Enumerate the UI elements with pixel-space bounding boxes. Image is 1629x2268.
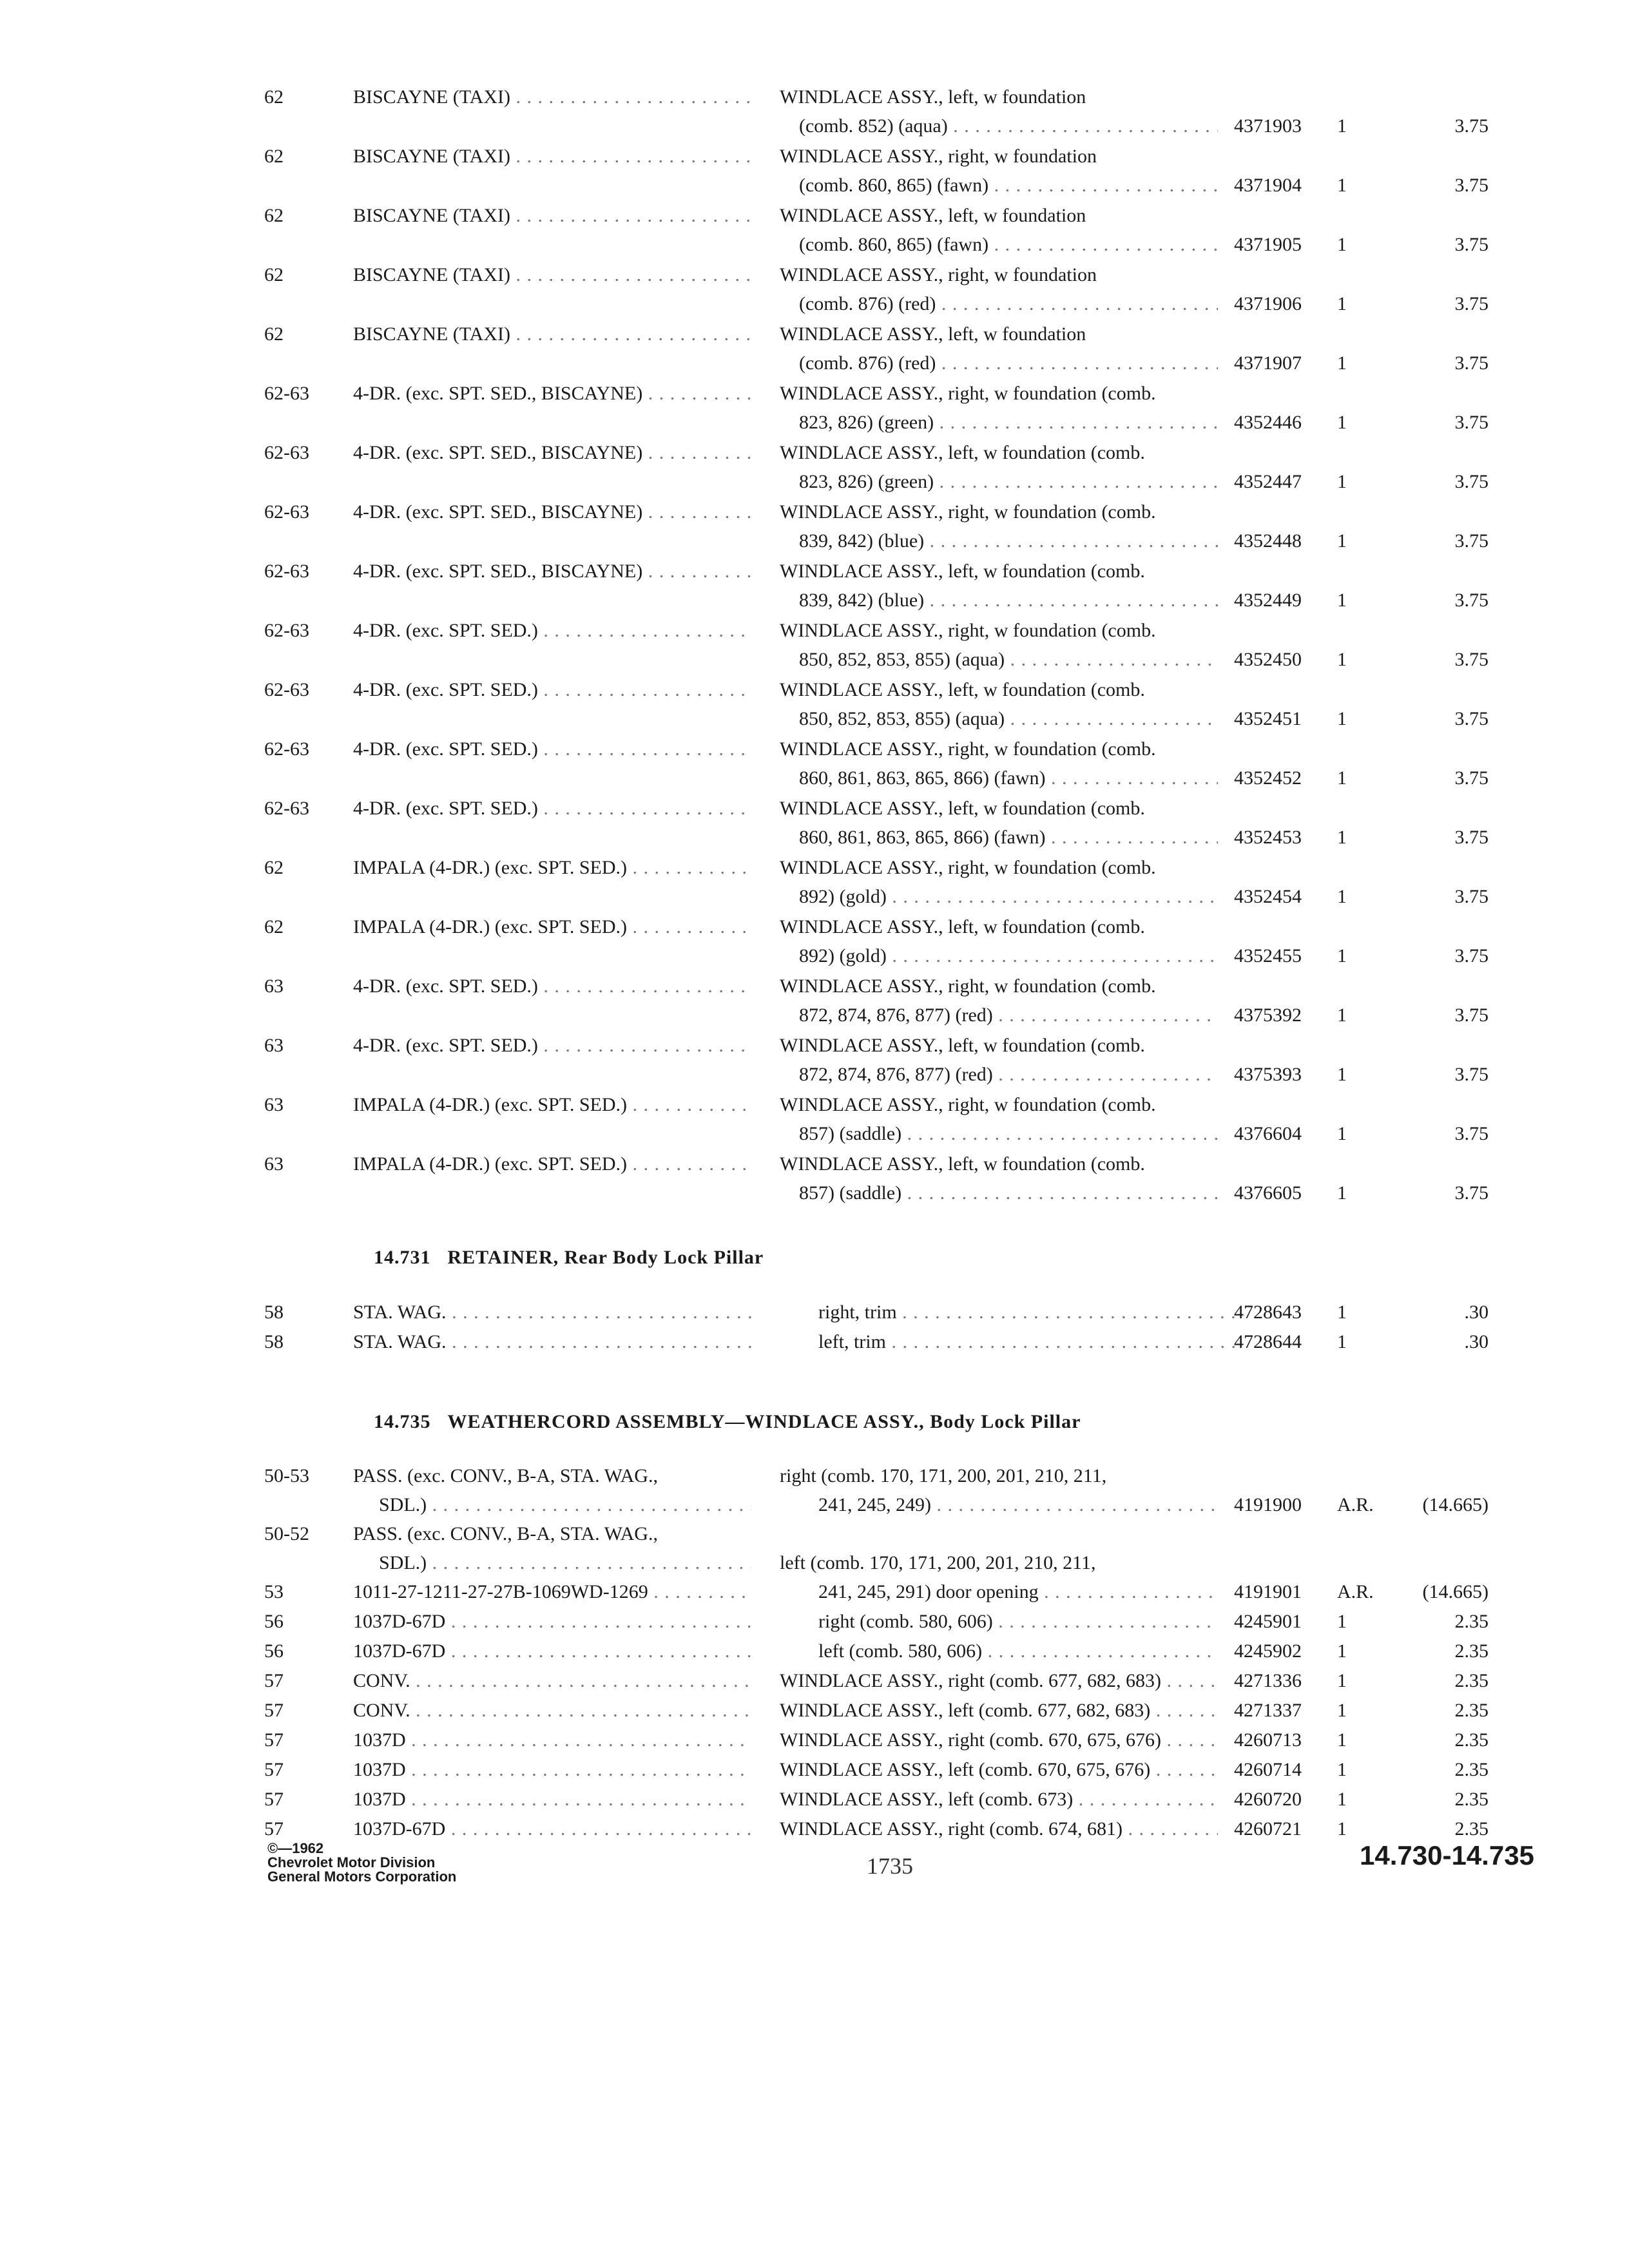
table-row: [264, 557, 1489, 616]
description-cell: [780, 1814, 1218, 1843]
description-cell: [780, 1461, 1218, 1519]
description-line: left (comb. 580, 606) . . .: [780, 1637, 1218, 1666]
table-row: [264, 1666, 1489, 1696]
price-cell: 3.75: [1454, 945, 1489, 966]
model-cell: 1037D-67D . . .: [353, 1814, 751, 1843]
description-line-2: 850, 852, 853, 855) (aqua) . . .: [780, 645, 1218, 674]
quantity-cell: 1: [1337, 827, 1347, 848]
model-cell: BISCAYNE (TAXI) . . .: [353, 201, 751, 230]
description-line-1: WINDLACE ASSY., left, w foundation: [780, 86, 1086, 108]
description-line-1: WINDLACE ASSY., right, w foundation (comb.: [780, 620, 1156, 641]
table-row: [264, 1031, 1489, 1090]
price-cell: 3.75: [1454, 1182, 1489, 1204]
description-cell: [780, 1519, 1218, 1573]
model-cell: BISCAYNE (TAXI) . . .: [353, 142, 751, 171]
part-number-cell: 4271336: [1234, 1670, 1302, 1691]
price-cell: 3.75: [1454, 708, 1489, 729]
model-cell: 1037D . . .: [353, 1785, 751, 1814]
quantity-cell: 1: [1337, 471, 1347, 492]
description-cell: [780, 320, 1218, 378]
table-row: [264, 379, 1489, 438]
description-line-2: 892) (gold) . . .: [780, 882, 1218, 911]
quantity-cell: 1: [1337, 1004, 1347, 1026]
description-line: WINDLACE ASSY., right (comb. 677, 682, 683) . . .: [780, 1666, 1218, 1695]
quantity-cell: 1: [1337, 1611, 1347, 1632]
table-row: [264, 1725, 1489, 1755]
table-row: [264, 735, 1489, 794]
description-line: WINDLACE ASSY., left (comb. 673) . . .: [780, 1785, 1218, 1814]
description-line-2: 872, 874, 876, 877) (red) . . .: [780, 1060, 1218, 1089]
model-line-1: PASS. (exc. CONV., B-A, STA. WAG.,: [353, 1465, 658, 1486]
description-line-1: WINDLACE ASSY., left, w foundation (comb.: [780, 442, 1145, 463]
part-number-cell: 4352453: [1234, 827, 1302, 848]
part-number-cell: 4352446: [1234, 412, 1302, 433]
table-row: [264, 1696, 1489, 1725]
quantity-cell: 1: [1337, 530, 1347, 552]
year-cell: 62: [264, 205, 284, 226]
year-cell: 57: [264, 1818, 284, 1840]
description-line-2: 857) (saddle) . . .: [780, 1178, 1218, 1207]
section-14-731-table: [264, 1298, 1489, 1357]
price-cell: 3.75: [1454, 1123, 1489, 1144]
description-cell: [780, 379, 1218, 437]
year-cell: 57: [264, 1789, 284, 1810]
description-line-2: 241, 245, 249) . . .: [780, 1490, 1218, 1519]
year-cell: 63: [264, 975, 284, 997]
description-cell: [780, 1577, 1218, 1606]
description-line-2: (comb. 860, 865) (fawn) . . .: [780, 171, 1218, 200]
description-line: right (comb. 580, 606) . . .: [780, 1607, 1218, 1636]
description-cell: [780, 1298, 1218, 1327]
section-14-730-table: [264, 82, 1489, 1209]
description-line-1: WINDLACE ASSY., left, w foundation (comb.: [780, 679, 1145, 700]
year-cell: 62-63: [264, 679, 309, 700]
price-cell: 2.35: [1454, 1611, 1489, 1632]
part-number-cell: 4260721: [1234, 1818, 1302, 1840]
model-cell: 1037D . . .: [353, 1725, 751, 1754]
model-line-2: SDL.) . . .: [353, 1490, 751, 1519]
description-line-2: 839, 842) (blue) . . .: [780, 526, 1218, 555]
year-cell: 50-53: [264, 1465, 309, 1486]
table-row: [264, 1637, 1489, 1666]
price-cell: 3.75: [1454, 175, 1489, 196]
model-cell: CONV. . . .: [353, 1696, 751, 1725]
description-cell: [780, 1755, 1218, 1784]
price-cell: 3.75: [1454, 115, 1489, 137]
price-cell: 3.75: [1454, 352, 1489, 374]
table-row: [264, 1785, 1489, 1814]
part-number-cell: 4371906: [1234, 293, 1302, 314]
model-cell: 4-DR. (exc. SPT. SED.) . . .: [353, 675, 751, 704]
part-number-cell: 4371903: [1234, 115, 1302, 137]
description-line: WINDLACE ASSY., right (comb. 670, 675, 676) . . .: [780, 1725, 1218, 1754]
description-cell: [780, 82, 1218, 140]
section-number: 14.735: [374, 1411, 431, 1432]
description-line-1: WINDLACE ASSY., left, w foundation: [780, 205, 1086, 226]
description-cell: [780, 794, 1218, 852]
part-number-cell: 4352455: [1234, 945, 1302, 966]
year-cell: 62: [264, 146, 284, 167]
division-line: Chevrolet Motor Division: [267, 1854, 436, 1870]
description-cell: [780, 1666, 1218, 1695]
part-number-cell: 4271337: [1234, 1700, 1302, 1721]
price-cell: 3.75: [1454, 649, 1489, 670]
description-cell: [780, 1785, 1218, 1814]
section-range: 14.730-14.735: [1360, 1840, 1534, 1870]
table-row: [264, 1149, 1489, 1209]
description-cell: [780, 1090, 1218, 1148]
description-line: right, trim . . .: [780, 1298, 1237, 1327]
description-cell: [780, 972, 1218, 1030]
table-row: [264, 1607, 1489, 1637]
model-cell: IMPALA (4-DR.) (exc. SPT. SED.) . . .: [353, 853, 751, 882]
description-cell: [780, 260, 1218, 318]
quantity-cell: 1: [1337, 1302, 1347, 1323]
description-line-2: 860, 861, 863, 865, 866) (fawn) . . .: [780, 823, 1218, 852]
description-line-2: 860, 861, 863, 865, 866) (fawn) . . .: [780, 764, 1218, 793]
description-line-1: right (comb. 170, 171, 200, 201, 210, 211,: [780, 1465, 1107, 1486]
section-heading-14-735: [374, 1411, 1081, 1433]
description-line-1: left (comb. 170, 171, 200, 201, 210, 211,: [780, 1552, 1096, 1573]
description-cell: [780, 1696, 1218, 1725]
table-row: [264, 82, 1489, 142]
year-cell: 62: [264, 264, 284, 285]
year-cell: 62-63: [264, 383, 309, 404]
quantity-cell: 1: [1337, 1064, 1347, 1085]
price-cell: 3.75: [1454, 471, 1489, 492]
price-cell: 3.75: [1454, 767, 1489, 789]
quantity-cell: 1: [1337, 234, 1347, 255]
description-cell: [780, 497, 1218, 555]
description-cell: [780, 616, 1218, 674]
quantity-cell: 1: [1337, 1729, 1347, 1751]
description-line-1: WINDLACE ASSY., right, w foundation (comb.: [780, 738, 1156, 760]
part-number-cell: 4728644: [1234, 1331, 1302, 1352]
quantity-cell: 1: [1337, 175, 1347, 196]
description-cell: [780, 1031, 1218, 1089]
description-line-1: WINDLACE ASSY., right, w foundation (comb.: [780, 975, 1156, 997]
part-number-cell: 4371907: [1234, 352, 1302, 374]
part-number-cell: 4260720: [1234, 1789, 1302, 1810]
table-row: [264, 260, 1489, 320]
description-cell: [780, 142, 1218, 200]
table-row: [264, 853, 1489, 912]
section-title-text: WEATHERCORD ASSEMBLY—WINDLACE ASSY., Body Lock Pillar: [447, 1411, 1081, 1432]
model-cell: BISCAYNE (TAXI) . . .: [353, 320, 751, 349]
price-cell: 3.75: [1454, 886, 1489, 907]
description-cell: [780, 1149, 1218, 1207]
part-number-cell: 4376605: [1234, 1182, 1302, 1204]
model-cell: 4-DR. (exc. SPT. SED., BISCAYNE) . . .: [353, 438, 751, 467]
year-cell: 63: [264, 1094, 284, 1115]
description-line-1: WINDLACE ASSY., right, w foundation (comb.: [780, 501, 1156, 523]
description-line: 241, 245, 291) door opening . . .: [780, 1577, 1218, 1606]
model-cell: IMPALA (4-DR.) (exc. SPT. SED.) . . .: [353, 912, 751, 941]
description-cell: [780, 1607, 1218, 1636]
model-cell: 4-DR. (exc. SPT. SED., BISCAYNE) . . .: [353, 379, 751, 408]
quantity-cell: 1: [1337, 649, 1347, 670]
description-line-1: WINDLACE ASSY., right, w foundation: [780, 264, 1097, 285]
table-row: [264, 1090, 1489, 1149]
table-row: [264, 201, 1489, 260]
quantity-cell: 1: [1337, 1670, 1347, 1691]
model-cell: 1011-27-1211-27-27B-1069WD-1269 . . .: [353, 1577, 751, 1606]
year-cell: 58: [264, 1302, 284, 1323]
table-row: [264, 497, 1489, 557]
price-cell: 3.75: [1454, 412, 1489, 433]
year-cell: 57: [264, 1759, 284, 1780]
table-row: [264, 1327, 1489, 1357]
table-row: [264, 912, 1489, 972]
price-cell: (14.665): [1422, 1581, 1489, 1602]
model-cell: 1037D-67D . . .: [353, 1637, 751, 1666]
description-line-1: WINDLACE ASSY., right, w foundation (comb.: [780, 383, 1156, 404]
table-row: [264, 794, 1489, 853]
table-row: [264, 616, 1489, 675]
description-line-2: 892) (gold) . . .: [780, 941, 1218, 970]
part-number-cell: 4352450: [1234, 649, 1302, 670]
quantity-cell: 1: [1337, 1818, 1347, 1840]
quantity-cell: 1: [1337, 1759, 1347, 1780]
table-row: [264, 438, 1489, 497]
year-cell: 53: [264, 1581, 284, 1602]
year-cell: 58: [264, 1331, 284, 1352]
part-number-cell: 4352451: [1234, 708, 1302, 729]
part-number-cell: 4371905: [1234, 234, 1302, 255]
model-cell: 1037D . . .: [353, 1755, 751, 1784]
part-number-cell: 4352448: [1234, 530, 1302, 552]
price-cell: .30: [1464, 1331, 1489, 1352]
part-number-cell: 4352454: [1234, 886, 1302, 907]
description-line: WINDLACE ASSY., right (comb. 674, 681) . . .: [780, 1814, 1218, 1843]
part-number-cell: 4191901: [1234, 1581, 1302, 1602]
model-cell: 4-DR. (exc. SPT. SED.) . . .: [353, 794, 751, 823]
description-cell: [780, 201, 1218, 259]
part-number-cell: 4245902: [1234, 1640, 1302, 1662]
description-cell: [780, 675, 1218, 733]
description-line-2: 857) (saddle) . . .: [780, 1119, 1218, 1148]
model-cell: BISCAYNE (TAXI) . . .: [353, 260, 751, 289]
year-cell: 57: [264, 1670, 284, 1691]
price-cell: (14.665): [1422, 1494, 1489, 1515]
year-cell: 56: [264, 1640, 284, 1662]
description-cell: [780, 438, 1218, 496]
description-line-2: (comb. 876) (red) . . .: [780, 349, 1218, 378]
model-cell: 4-DR. (exc. SPT. SED., BISCAYNE) . . .: [353, 557, 751, 586]
price-cell: 3.75: [1454, 827, 1489, 848]
model-cell: STA. WAG. . . .: [353, 1298, 751, 1327]
price-cell: 2.35: [1454, 1700, 1489, 1721]
description-line-2: (comb. 876) (red) . . .: [780, 289, 1218, 318]
description-line-2: (comb. 852) (aqua) . . .: [780, 111, 1218, 140]
table-row: [264, 972, 1489, 1031]
description-line-1: WINDLACE ASSY., left, w foundation (comb.: [780, 1035, 1145, 1056]
year-cell: 62-63: [264, 620, 309, 641]
price-cell: 2.35: [1454, 1818, 1489, 1840]
description-cell: [780, 912, 1218, 970]
description-cell: [780, 735, 1218, 793]
price-cell: 3.75: [1454, 293, 1489, 314]
year-cell: 63: [264, 1035, 284, 1056]
description-cell: [780, 1637, 1218, 1666]
table-row: [264, 1519, 1489, 1577]
model-cell: 4-DR. (exc. SPT. SED., BISCAYNE) . . .: [353, 497, 751, 526]
page-number: 1735: [867, 1853, 913, 1879]
price-cell: 3.75: [1454, 234, 1489, 255]
price-cell: 2.35: [1454, 1640, 1489, 1662]
section-14-735-table: [264, 1461, 1489, 1844]
model-cell: [353, 1461, 751, 1519]
table-row: [264, 1755, 1489, 1785]
quantity-cell: 1: [1337, 590, 1347, 611]
price-cell: 2.35: [1454, 1729, 1489, 1751]
section-title-text: RETAINER, Rear Body Lock Pillar: [447, 1247, 764, 1268]
description-cell: [780, 1327, 1218, 1356]
model-cell: 4-DR. (exc. SPT. SED.) . . .: [353, 972, 751, 1001]
year-cell: 62: [264, 323, 284, 345]
model-cell: 1037D-67D . . .: [353, 1607, 751, 1636]
table-row: [264, 675, 1489, 735]
part-number-cell: 4375392: [1234, 1004, 1302, 1026]
table-row: [264, 1298, 1489, 1327]
description-line-2: 823, 826) (green) . . .: [780, 467, 1218, 496]
table-row: [264, 1461, 1489, 1519]
price-cell: 3.75: [1454, 530, 1489, 552]
year-cell: 62-63: [264, 561, 309, 582]
year-cell: 62-63: [264, 798, 309, 819]
quantity-cell: 1: [1337, 1789, 1347, 1810]
corporation-line: General Motors Corporation: [267, 1869, 457, 1885]
table-row: [264, 142, 1489, 201]
model-cell: 4-DR. (exc. SPT. SED.) . . .: [353, 1031, 751, 1060]
year-cell: 57: [264, 1700, 284, 1721]
part-number-cell: 4352452: [1234, 767, 1302, 789]
quantity-cell: 1: [1337, 1331, 1347, 1352]
model-cell: 4-DR. (exc. SPT. SED.) . . .: [353, 735, 751, 764]
part-number-cell: 4191900: [1234, 1494, 1302, 1515]
description-cell: [780, 557, 1218, 615]
part-number-cell: 4375393: [1234, 1064, 1302, 1085]
part-number-cell: 4260714: [1234, 1759, 1302, 1780]
year-cell: 62: [264, 857, 284, 878]
description-line-2: 872, 874, 876, 877) (red) . . .: [780, 1001, 1218, 1030]
part-number-cell: 4728643: [1234, 1302, 1302, 1323]
description-line-2: 839, 842) (blue) . . .: [780, 586, 1218, 615]
year-cell: 56: [264, 1611, 284, 1632]
price-cell: 3.75: [1454, 1064, 1489, 1085]
model-cell: IMPALA (4-DR.) (exc. SPT. SED.) . . .: [353, 1149, 751, 1178]
price-cell: 2.35: [1454, 1670, 1489, 1691]
part-number-cell: 4352449: [1234, 590, 1302, 611]
description-line-1: WINDLACE ASSY., right, w foundation (comb.: [780, 857, 1156, 878]
year-cell: 62: [264, 916, 284, 937]
description-line-1: WINDLACE ASSY., left, w foundation: [780, 323, 1086, 345]
publisher-credit: [267, 1841, 456, 1884]
quantity-cell: 1: [1337, 352, 1347, 374]
part-number-cell: 4352447: [1234, 471, 1302, 492]
model-cell: CONV. . . .: [353, 1666, 751, 1695]
quantity-cell: 1: [1337, 1640, 1347, 1662]
part-number-cell: 4245901: [1234, 1611, 1302, 1632]
model-cell: IMPALA (4-DR.) (exc. SPT. SED.) . . .: [353, 1090, 751, 1119]
description-line-1: WINDLACE ASSY., right, w foundation (comb.: [780, 1094, 1156, 1115]
quantity-cell: 1: [1337, 412, 1347, 433]
copyright-line: ©—1962: [267, 1840, 324, 1856]
table-row: [264, 320, 1489, 379]
model-line-1: PASS. (exc. CONV., B-A, STA. WAG.,: [353, 1523, 658, 1544]
price-cell: 2.35: [1454, 1789, 1489, 1810]
quantity-cell: 1: [1337, 1182, 1347, 1204]
section-heading-14-731: [374, 1247, 764, 1269]
section-number: 14.731: [374, 1247, 431, 1268]
quantity-cell: 1: [1337, 1700, 1347, 1721]
price-cell: 2.35: [1454, 1759, 1489, 1780]
quantity-cell: 1: [1337, 1123, 1347, 1144]
model-cell: [353, 1519, 751, 1577]
model-cell: STA. WAG. . . .: [353, 1327, 751, 1356]
price-cell: .30: [1464, 1302, 1489, 1323]
description-line-1: WINDLACE ASSY., right, w foundation: [780, 146, 1097, 167]
year-cell: 62-63: [264, 442, 309, 463]
description-cell: [780, 853, 1218, 911]
table-row: [264, 1577, 1489, 1607]
year-cell: 62-63: [264, 738, 309, 760]
year-cell: 62: [264, 86, 284, 108]
description-line-2: (comb. 860, 865) (fawn) . . .: [780, 230, 1218, 259]
description-line-1: WINDLACE ASSY., left, w foundation (comb.: [780, 916, 1145, 937]
quantity-cell: 1: [1337, 708, 1347, 729]
part-number-cell: 4371904: [1234, 175, 1302, 196]
description-line-1: WINDLACE ASSY., left, w foundation (comb.: [780, 1153, 1145, 1175]
year-cell: 50-52: [264, 1523, 309, 1544]
description-cell: [780, 1725, 1218, 1754]
section-14-735-rows: [264, 1607, 1489, 1844]
quantity-cell: 1: [1337, 886, 1347, 907]
model-cell: BISCAYNE (TAXI) . . .: [353, 82, 751, 111]
description-line-2: 823, 826) (green) . . .: [780, 408, 1218, 437]
quantity-cell: A.R.: [1337, 1581, 1374, 1602]
description-line-2: 850, 852, 853, 855) (aqua) . . .: [780, 704, 1218, 733]
part-number-cell: 4260713: [1234, 1729, 1302, 1751]
description-line-1: WINDLACE ASSY., left, w foundation (comb.: [780, 561, 1145, 582]
description-line: WINDLACE ASSY., left (comb. 670, 675, 676) . . .: [780, 1755, 1218, 1784]
quantity-cell: 1: [1337, 767, 1347, 789]
year-cell: 57: [264, 1729, 284, 1751]
part-number-cell: 4376604: [1234, 1123, 1302, 1144]
description-line: WINDLACE ASSY., left (comb. 677, 682, 683) . . .: [780, 1696, 1218, 1725]
year-cell: 62-63: [264, 501, 309, 523]
description-line-1: WINDLACE ASSY., left, w foundation (comb.: [780, 798, 1145, 819]
year-cell: 63: [264, 1153, 284, 1175]
model-cell: 4-DR. (exc. SPT. SED.) . . .: [353, 616, 751, 645]
quantity-cell: 1: [1337, 945, 1347, 966]
price-cell: 3.75: [1454, 1004, 1489, 1026]
quantity-cell: 1: [1337, 293, 1347, 314]
price-cell: 3.75: [1454, 590, 1489, 611]
description-line: left, trim . . .: [780, 1327, 1237, 1356]
table-row: [264, 1814, 1489, 1844]
quantity-cell: 1: [1337, 115, 1347, 137]
model-line-2: SDL.) . . .: [353, 1548, 751, 1577]
quantity-cell: A.R.: [1337, 1494, 1374, 1515]
